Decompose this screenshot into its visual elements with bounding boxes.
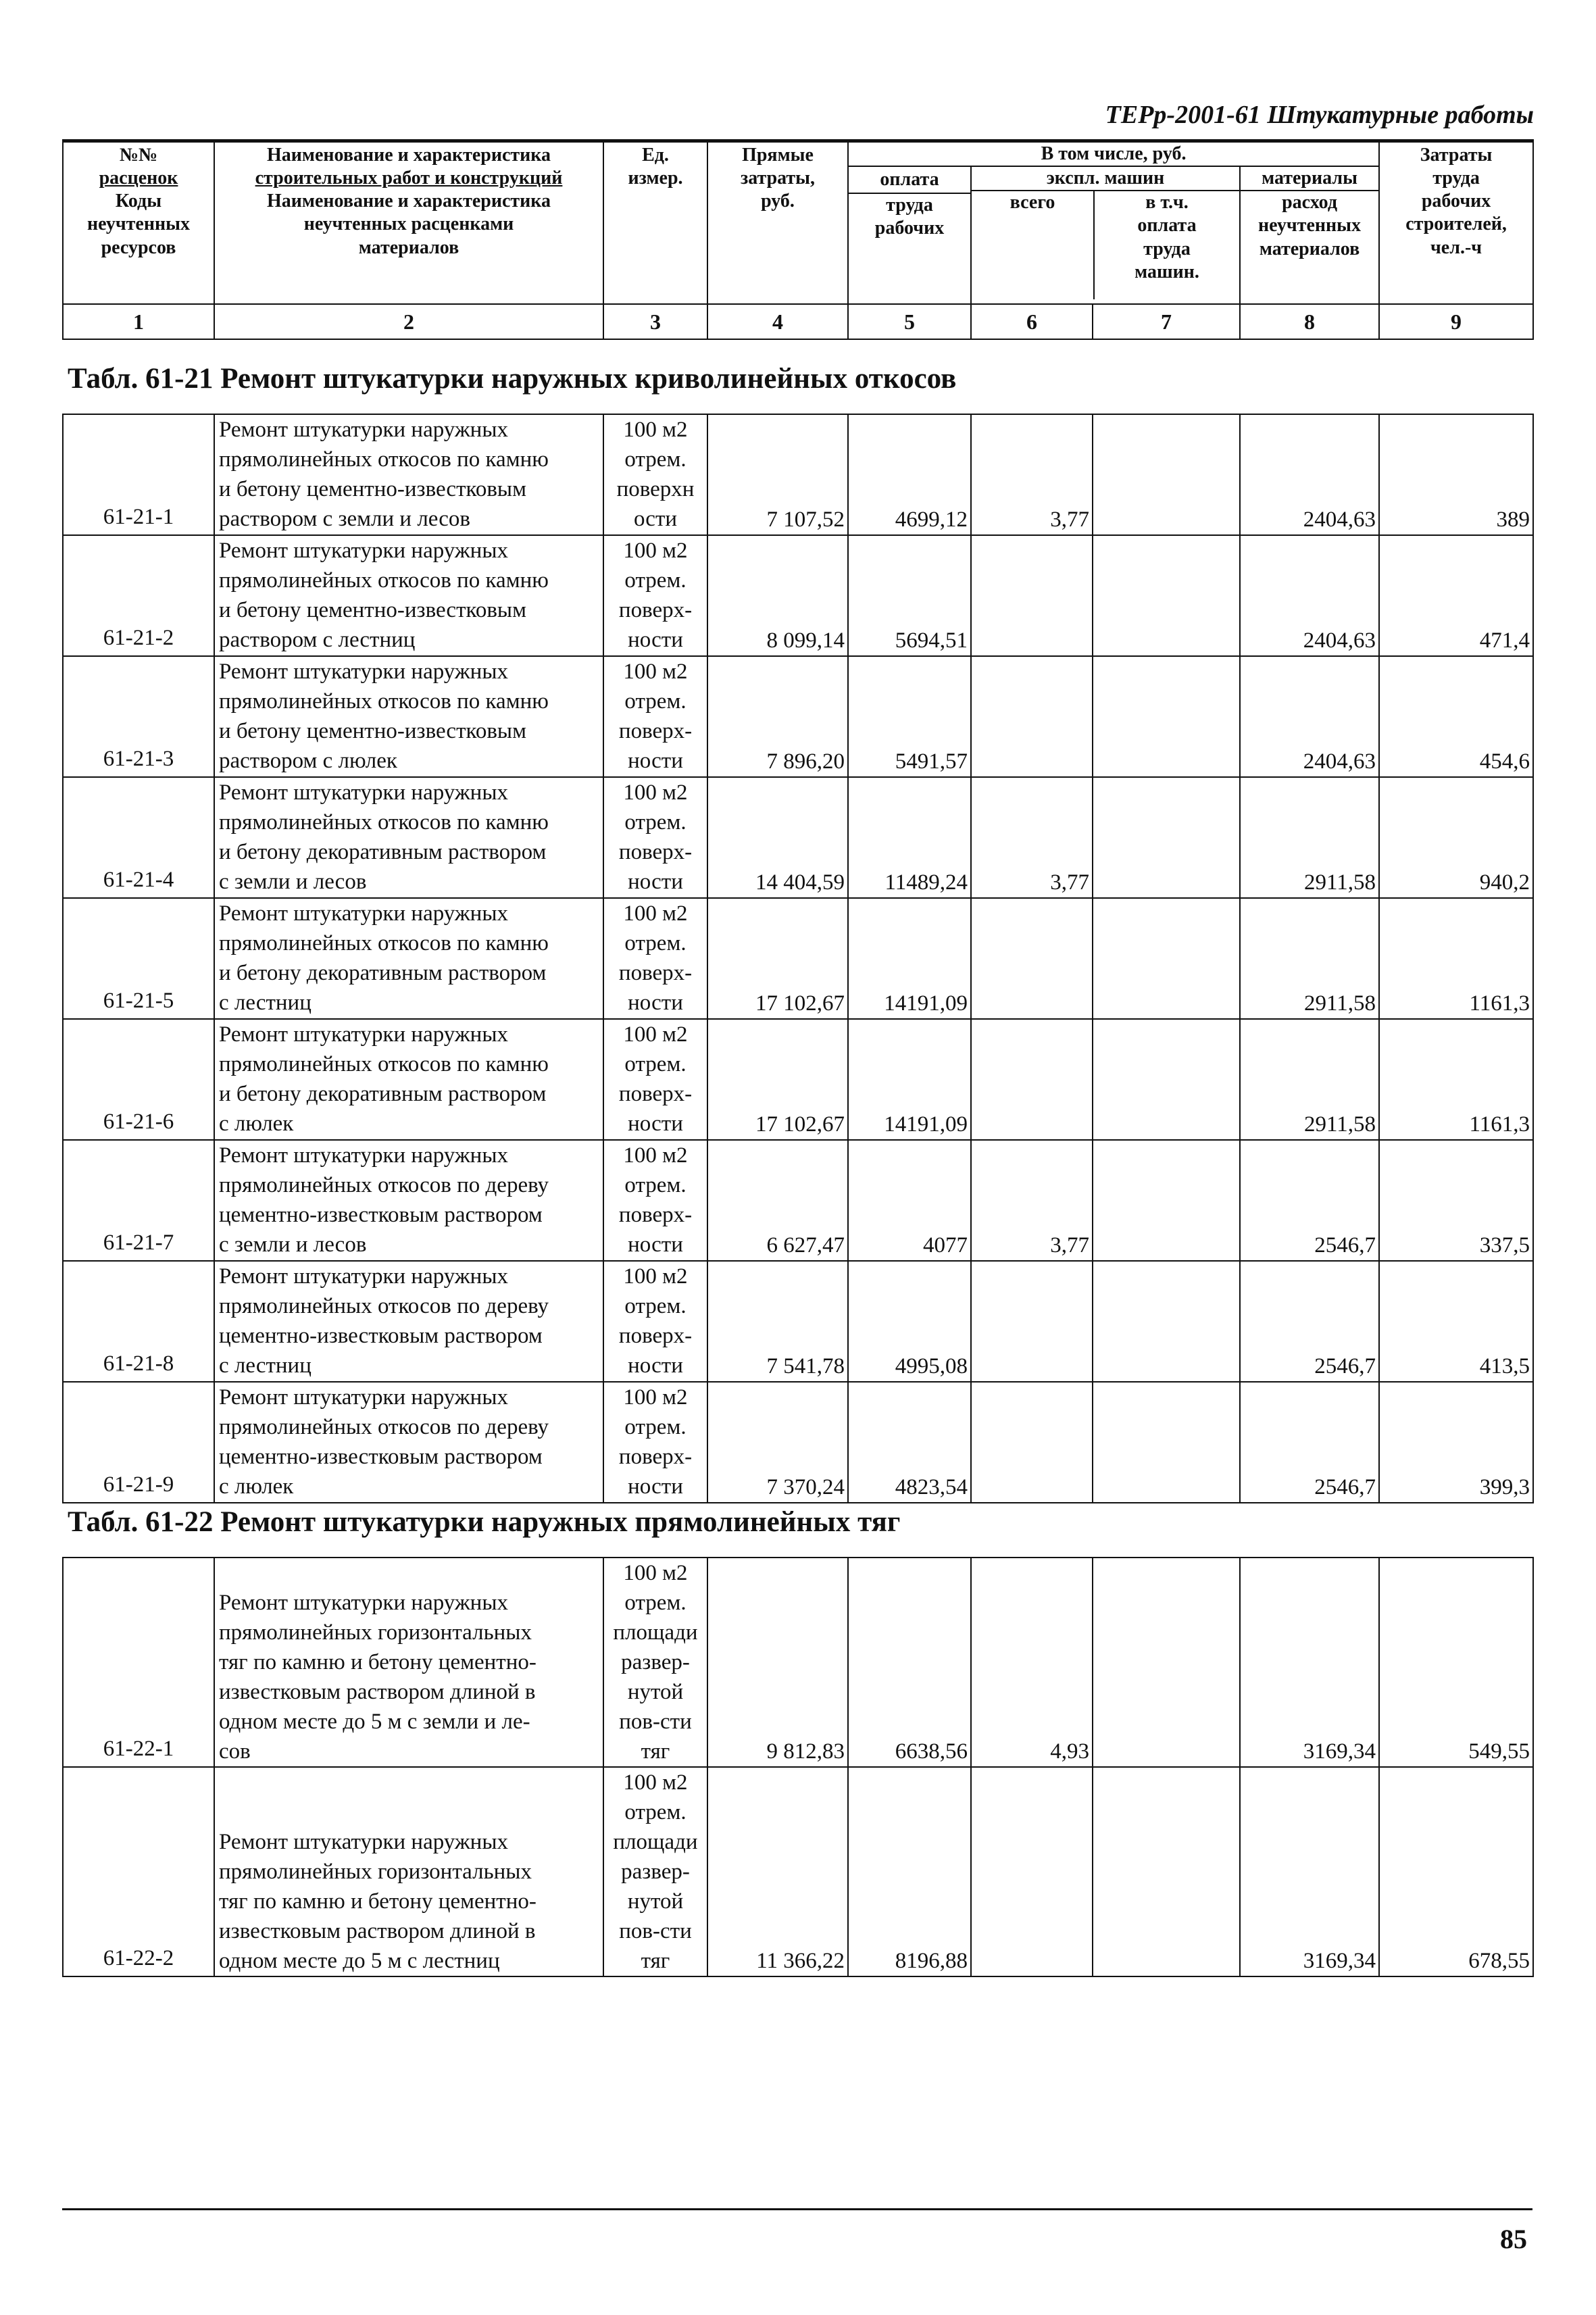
unit-line: ности [628, 1474, 683, 1499]
unit [603, 1558, 707, 1767]
machine-costs [971, 1019, 1093, 1140]
work-name-line: раствором с люлек [219, 749, 397, 773]
unit [603, 898, 707, 1019]
work-name-line: цементно-известковым раствором [219, 1324, 543, 1348]
direct-costs: 7 370,24 [707, 1382, 848, 1503]
labor-hours: 454,6 [1379, 656, 1533, 777]
materials-cost: 2911,58 [1240, 1019, 1379, 1140]
unit-line: отрем. [624, 1800, 687, 1824]
machine-costs: 4,93 [971, 1558, 1093, 1767]
unit-line: отрем. [624, 689, 687, 714]
unit-line: развер- [621, 1860, 690, 1884]
col-number: 7 [1093, 304, 1240, 339]
work-name-line: прямолинейных откосов по камню [219, 689, 549, 714]
rate-code: 61-21-9 [63, 1382, 214, 1503]
materials-cost: 2404,63 [1240, 535, 1379, 656]
machine-costs [971, 898, 1093, 1019]
table-row [63, 1140, 1533, 1261]
work-name-line: Ремонт штукатурки наружных [219, 1143, 509, 1168]
work-name-line: прямолинейных откосов по камню [219, 1052, 549, 1076]
unit-line: поверхн [616, 477, 695, 501]
labor-hours: 399,3 [1379, 1382, 1533, 1503]
header-labor-hours: Затраты труда рабочих строителей, чел.-ч [1379, 141, 1533, 305]
unit-line: ости [633, 507, 678, 531]
header-unit: Ед. измер. [603, 141, 707, 305]
direct-costs: 7 541,78 [707, 1261, 848, 1382]
work-name-line: с люлек [219, 1474, 294, 1499]
work-name-line: и бетону декоративным раствором [219, 840, 547, 864]
unit [603, 656, 707, 777]
work-name-line: прямолинейных откосов по дереву [219, 1415, 549, 1439]
rate-code: 61-21-1 [63, 414, 214, 535]
labor-hours: 389 [1379, 414, 1533, 535]
table-row [63, 1558, 1533, 1767]
unit-line: отрем. [624, 1052, 687, 1076]
labor-hours: 471,4 [1379, 535, 1533, 656]
machine-costs [971, 535, 1093, 656]
machine-labor [1093, 1767, 1240, 1976]
unit-line: поверх- [618, 598, 693, 622]
labor-hours: 1161,3 [1379, 1019, 1533, 1140]
wages: 4995,08 [848, 1261, 971, 1382]
work-name-line: Ремонт штукатурки наружных [219, 1591, 509, 1615]
unit-line: площади [613, 1620, 698, 1645]
wages: 8196,88 [848, 1767, 971, 1976]
machine-labor [1093, 535, 1240, 656]
machine-labor [1093, 898, 1240, 1019]
unit-line: отрем. [624, 931, 687, 955]
machine-costs [971, 656, 1093, 777]
unit-line: поверх- [618, 1082, 693, 1106]
rate-code: 61-22-1 [63, 1558, 214, 1767]
unit-line: 100 м2 [623, 1264, 688, 1289]
work-name-line: и бетону цементно-известковым [219, 598, 526, 622]
materials-cost: 3169,34 [1240, 1767, 1379, 1976]
work-name-line: одном месте до 5 м с лестниц [219, 1949, 500, 1973]
work-name-line: Ремонт штукатурки наружных [219, 539, 509, 563]
machine-costs [971, 1382, 1093, 1503]
machine-costs: 3,77 [971, 1140, 1093, 1261]
header-materials: материалы расход неучтенных материалов [1240, 166, 1379, 304]
work-name [214, 777, 603, 898]
rate-code: 61-21-5 [63, 898, 214, 1019]
work-name-line: сов [219, 1739, 251, 1764]
work-name [214, 414, 603, 535]
rate-code: 61-21-7 [63, 1140, 214, 1261]
unit-line: поверх- [618, 1445, 693, 1469]
direct-costs: 7 896,20 [707, 656, 848, 777]
unit-line: отрем. [624, 1294, 687, 1318]
header-machines-total: всего [972, 191, 1095, 299]
unit-line: 100 м2 [623, 1022, 688, 1047]
work-name [214, 1140, 603, 1261]
work-name-line: известковым раствором длиной в [219, 1680, 536, 1704]
page-number: 85 [1500, 2224, 1527, 2254]
table-row [63, 656, 1533, 777]
materials-cost: 2911,58 [1240, 898, 1379, 1019]
direct-costs: 8 099,14 [707, 535, 848, 656]
unit [603, 1382, 707, 1503]
col-number: 8 [1240, 304, 1379, 339]
table-row [63, 1382, 1533, 1503]
work-name [214, 535, 603, 656]
wages: 14191,09 [848, 898, 971, 1019]
table-61-22 [62, 1557, 1534, 1977]
header-code: №№ расценок Коды неучтенных ресурсов [63, 141, 214, 305]
col-number: 6 [971, 304, 1093, 339]
work-name-line: Ремонт штукатурки наружных [219, 1264, 509, 1289]
unit-line: поверх- [618, 1324, 693, 1348]
work-name [214, 1382, 603, 1503]
unit-line: 100 м2 [623, 659, 688, 684]
work-name-line: с люлек [219, 1112, 294, 1136]
work-name-line: прямолинейных откосов по дереву [219, 1173, 549, 1197]
column-header-table [62, 139, 1534, 340]
materials-cost: 2546,7 [1240, 1261, 1379, 1382]
wages: 11489,24 [848, 777, 971, 898]
machine-labor [1093, 1558, 1240, 1767]
unit-line: тяг [641, 1739, 670, 1764]
work-name-line: с земли и лесов [219, 1233, 367, 1257]
unit-line: отрем. [624, 1591, 687, 1615]
materials-cost: 3169,34 [1240, 1558, 1379, 1767]
unit-line: 100 м2 [623, 1385, 688, 1410]
work-name-line: раствором с лестниц [219, 628, 416, 652]
unit [603, 777, 707, 898]
work-name-line: прямолинейных горизонтальных [219, 1860, 532, 1884]
materials-cost: 2911,58 [1240, 777, 1379, 898]
header-machine-labor: в т.ч. оплата труда машин. [1134, 192, 1199, 282]
rate-code: 61-21-2 [63, 535, 214, 656]
table-row [63, 1767, 1533, 1976]
unit [603, 1767, 707, 1976]
work-name [214, 1558, 603, 1767]
labor-hours: 413,5 [1379, 1261, 1533, 1382]
direct-costs: 17 102,67 [707, 898, 848, 1019]
wages: 4823,54 [848, 1382, 971, 1503]
unit-line: отрем. [624, 447, 687, 472]
table-row [63, 414, 1533, 535]
unit-line: отрем. [624, 810, 687, 835]
col-number: 3 [603, 304, 707, 339]
machine-labor [1093, 777, 1240, 898]
col-number: 2 [214, 304, 603, 339]
table-row [63, 1261, 1533, 1382]
unit-line: площади [613, 1830, 698, 1854]
wages: 14191,09 [848, 1019, 971, 1140]
header-direct-costs: Прямые затраты, руб. [707, 141, 848, 305]
table-61-21 [62, 414, 1534, 1503]
work-name-line: с лестниц [219, 991, 311, 1015]
work-name [214, 1767, 603, 1976]
work-name-line: прямолинейных горизонтальных [219, 1620, 532, 1645]
work-name [214, 1261, 603, 1382]
header-name: Наименование и характеристика строительных работ и конструкций Наименование и характеристика неучтенных расценками материалов [214, 141, 603, 305]
labor-hours: 1161,3 [1379, 898, 1533, 1019]
unit-line: ности [628, 1353, 683, 1378]
unit [603, 1140, 707, 1261]
direct-costs: 14 404,59 [707, 777, 848, 898]
col-number: 5 [848, 304, 971, 339]
work-name-line: прямолинейных откосов по камню [219, 931, 549, 955]
unit-line: пов-сти [619, 1710, 692, 1734]
unit-line: ности [628, 1233, 683, 1257]
unit-line: отрем. [624, 1415, 687, 1439]
direct-costs: 6 627,47 [707, 1140, 848, 1261]
materials-cost: 2546,7 [1240, 1382, 1379, 1503]
unit-line: ности [628, 628, 683, 652]
wages: 4699,12 [848, 414, 971, 535]
work-name-line: Ремонт штукатурки наружных [219, 1385, 509, 1410]
col-number: 1 [63, 304, 214, 339]
work-name-line: одном месте до 5 м с земли и ле- [219, 1710, 530, 1734]
work-name-line: прямолинейных откосов по дереву [219, 1294, 549, 1318]
table-61-22-title: Табл. 61-22 Ремонт штукатурки наружных прямолинейных тяг [68, 1506, 901, 1538]
unit [603, 1261, 707, 1382]
work-name-line: с лестниц [219, 1353, 311, 1378]
running-head: ТЕРр-2001-61 Штукатурные работы [1105, 101, 1534, 129]
unit-line: отрем. [624, 1173, 687, 1197]
rate-code: 61-21-4 [63, 777, 214, 898]
labor-hours: 337,5 [1379, 1140, 1533, 1261]
work-name [214, 656, 603, 777]
work-name-line: с земли и лесов [219, 870, 367, 894]
work-name-line: раствором с земли и лесов [219, 507, 470, 531]
machine-labor [1093, 1382, 1240, 1503]
unit-line: тяг [641, 1949, 670, 1973]
unit-line: ности [628, 991, 683, 1015]
unit-line: поверх- [618, 719, 693, 743]
direct-costs: 11 366,22 [707, 1767, 848, 1976]
unit-line: 100 м2 [623, 780, 688, 805]
work-name [214, 1019, 603, 1140]
work-name-line [219, 1558, 603, 1588]
table-row [63, 898, 1533, 1019]
rate-code: 61-22-2 [63, 1767, 214, 1976]
work-name-line [219, 1797, 603, 1827]
materials-cost: 2404,63 [1240, 414, 1379, 535]
labor-hours: 940,2 [1379, 777, 1533, 898]
table-row [63, 535, 1533, 656]
table-row [63, 777, 1533, 898]
unit-line: поверх- [618, 840, 693, 864]
labor-hours: 678,55 [1379, 1767, 1533, 1976]
header-machines: экспл. машин всего в т.ч. оплата труда машин. [971, 166, 1240, 304]
machine-costs [971, 1767, 1093, 1976]
work-name [214, 898, 603, 1019]
work-name-line: тяг по камню и бетону цементно- [219, 1650, 537, 1674]
machine-labor [1093, 414, 1240, 535]
unit [603, 414, 707, 535]
unit [603, 1019, 707, 1140]
work-name-line: прямолинейных откосов по камню [219, 810, 549, 835]
unit-line: нутой [627, 1680, 684, 1704]
unit-line: 100 м2 [623, 1143, 688, 1168]
work-name-line: Ремонт штукатурки наружных [219, 1830, 509, 1854]
col-number: 4 [707, 304, 848, 339]
work-name-line: тяг по камню и бетону цементно- [219, 1889, 537, 1914]
direct-costs: 7 107,52 [707, 414, 848, 535]
machine-costs: 3,77 [971, 777, 1093, 898]
header-group: В том числе, руб. [848, 141, 1379, 167]
work-name-line: Ремонт штукатурки наружных [219, 659, 509, 684]
work-name-line: и бетону декоративным раствором [219, 1082, 547, 1106]
materials-cost: 2546,7 [1240, 1140, 1379, 1261]
unit-line: отрем. [624, 568, 687, 593]
unit-line: ности [628, 1112, 683, 1136]
unit-line: 100 м2 [623, 901, 688, 926]
labor-hours: 549,55 [1379, 1558, 1533, 1767]
machine-labor [1093, 1019, 1240, 1140]
direct-costs: 9 812,83 [707, 1558, 848, 1767]
work-name-line: известковым раствором длиной в [219, 1919, 536, 1943]
wages: 6638,56 [848, 1558, 971, 1767]
unit-line: ности [628, 749, 683, 773]
work-name-line: Ремонт штукатурки наружных [219, 780, 509, 805]
machine-costs [971, 1261, 1093, 1382]
unit-line: 100 м2 [623, 539, 688, 563]
unit-line: нутой [627, 1889, 684, 1914]
wages: 5491,57 [848, 656, 971, 777]
wages: 5694,51 [848, 535, 971, 656]
work-name-line: прямолинейных откосов по камню [219, 568, 549, 593]
rate-code: 61-21-8 [63, 1261, 214, 1382]
work-name-line: и бетону цементно-известковым [219, 719, 526, 743]
unit-line: поверх- [618, 961, 693, 985]
col-number: 9 [1379, 304, 1533, 339]
unit-line: развер- [621, 1650, 690, 1674]
unit-line: 100 м2 [623, 1561, 688, 1585]
machine-labor [1093, 656, 1240, 777]
work-name-line: Ремонт штукатурки наружных [219, 901, 509, 926]
machine-costs: 3,77 [971, 414, 1093, 535]
machine-labor [1093, 1140, 1240, 1261]
table-61-21-title: Табл. 61-21 Ремонт штукатурки наружных криволинейных откосов [68, 363, 957, 395]
rate-code: 61-21-6 [63, 1019, 214, 1140]
work-name-line: прямолинейных откосов по камню [219, 447, 549, 472]
machine-labor [1093, 1261, 1240, 1382]
unit-line: 100 м2 [623, 418, 688, 442]
unit-line: 100 м2 [623, 1770, 688, 1795]
work-name-line: Ремонт штукатурки наружных [219, 1022, 509, 1047]
work-name-line [219, 1768, 603, 1797]
direct-costs: 17 102,67 [707, 1019, 848, 1140]
unit-line: ности [628, 870, 683, 894]
rate-code: 61-21-3 [63, 656, 214, 777]
footer-rule [62, 2208, 1532, 2210]
work-name-line: и бетону цементно-известковым [219, 477, 526, 501]
work-name-line: цементно-известковым раствором [219, 1203, 543, 1227]
work-name-line: и бетону декоративным раствором [219, 961, 547, 985]
work-name-line: цементно-известковым раствором [219, 1445, 543, 1469]
unit-line: пов-сти [619, 1919, 692, 1943]
table-row [63, 1019, 1533, 1140]
work-name-line: Ремонт штукатурки наружных [219, 418, 509, 442]
unit [603, 535, 707, 656]
wages: 4077 [848, 1140, 971, 1261]
header-wages: оплата труда рабочих [848, 166, 971, 304]
materials-cost: 2404,63 [1240, 656, 1379, 777]
unit-line: поверх- [618, 1203, 693, 1227]
